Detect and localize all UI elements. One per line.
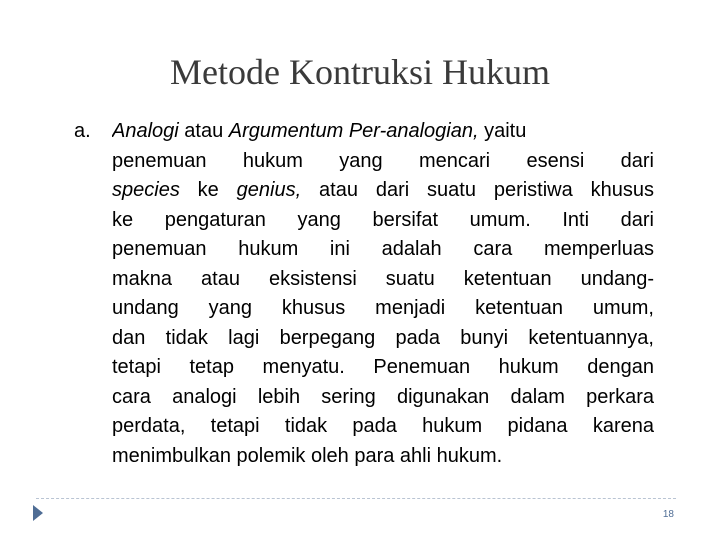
- paragraph-line: [112, 353, 654, 383]
- paragraph-line: [112, 383, 654, 413]
- text-run: menimbulkan polemik oleh para ahli hukum.: [112, 444, 503, 467]
- text-run: ke: [179, 179, 237, 201]
- italic-term: genius,: [236, 179, 302, 201]
- page-number: 18: [662, 509, 674, 520]
- italic-term: Analogi: [112, 120, 179, 142]
- list-item-label: a.: [74, 120, 91, 142]
- text-run: atau dari suatu peristiwa khusus: [301, 179, 654, 201]
- paragraph-line: [112, 206, 654, 236]
- paragraph-line: [112, 442, 654, 472]
- paragraph-line: [112, 235, 654, 265]
- text-run: dan tidak lagi berpegang pada bunyi ketentuannya,: [112, 326, 654, 349]
- paragraph-line: [112, 176, 654, 206]
- text-run: cara analogi lebih sering digunakan dalam perkara: [112, 385, 654, 408]
- text-run: ke pengaturan yang bersifat umum. Inti dari: [112, 208, 654, 231]
- footer-divider: [36, 498, 676, 499]
- text-run: atau: [178, 120, 229, 142]
- text-run: tetapi tetap menyatu. Penemuan hukum dengan: [112, 356, 654, 378]
- text-run: penemuan hukum ini adalah cara memperluas: [112, 238, 654, 260]
- triangle-right-icon: [33, 505, 43, 521]
- text-run: penemuan hukum yang mencari esensi dari: [112, 149, 654, 172]
- italic-term: species: [112, 179, 180, 201]
- text-run: perdata, tetapi tidak pada hukum pidana karena: [112, 415, 654, 437]
- paragraph-line: [112, 294, 654, 324]
- paragraph-line: [112, 147, 654, 177]
- paragraph-line: [112, 265, 654, 295]
- paragraph-line: [112, 412, 654, 442]
- slide-title: Metode Kontruksi Hukum: [170, 52, 550, 92]
- paragraph-line: [112, 117, 654, 147]
- paragraph-line: [112, 324, 654, 354]
- text-run: yaitu: [478, 120, 527, 142]
- text-run: undang yang khusus menjadi ketentuan umum,: [112, 297, 654, 319]
- italic-term: Argumentum Per-analogian,: [228, 120, 479, 142]
- text-run: makna atau eksistensi suatu ketentuan undang-: [112, 267, 654, 290]
- list-item-body: [112, 117, 654, 471]
